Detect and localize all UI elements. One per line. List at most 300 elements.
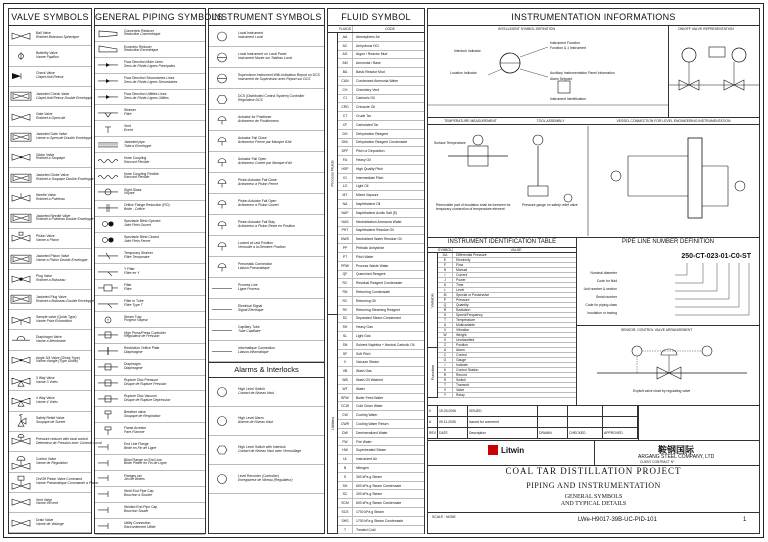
ident-code: P — [438, 298, 453, 302]
fluid-code: AC — [338, 42, 353, 50]
piping-row — [95, 217, 205, 233]
valve-symbol-icon — [9, 432, 33, 450]
label-instrument-identification: Instrument Identification — [550, 97, 586, 101]
label-instrument-function: Instrument Function — [550, 41, 580, 45]
piping-symbol-icon — [95, 265, 121, 279]
fluid-code: IO — [338, 174, 353, 182]
valve-row — [9, 452, 91, 472]
fluid-code: DPF — [338, 147, 353, 155]
piping-label — [121, 46, 158, 54]
instrument-name: Piston Actuator Fail Open — [238, 199, 277, 204]
fluid-description: Carbonic Oil — [356, 96, 375, 101]
piping-label — [121, 459, 167, 467]
piping-name-alt: Diaphragme — [124, 366, 143, 371]
valve-name: Plug Valve — [36, 274, 52, 279]
fluid-code: SH — [338, 482, 353, 490]
alarm-symbol-icon — [209, 380, 235, 404]
ident-description: Special or Possessive — [456, 293, 490, 297]
fluid-description: Demineralized Water — [356, 430, 388, 435]
piping-label — [121, 77, 177, 85]
instrument-name-alt: Liaison Pneumatique — [238, 266, 270, 270]
fluid-description: Returning Condensate — [356, 290, 390, 294]
valve-symbol-icon — [9, 209, 33, 227]
fluid-row — [338, 227, 424, 236]
piping-symbol-icon — [95, 424, 121, 438]
ident-description: Switch — [456, 378, 466, 382]
piping-name-alt: Filtre — [124, 286, 132, 291]
valve-name: 3 Way Valve — [36, 375, 55, 380]
instrument-symbols-title: INSTRUMENT SYMBOLS — [209, 9, 324, 26]
fluid-code: BA — [338, 68, 353, 76]
piping-symbol-icon — [95, 154, 121, 168]
piping-row — [95, 407, 205, 423]
instrument-name-alt: Instrument de Supervision avec Report sur DCS — [238, 77, 311, 81]
identification-table-title: INSTRUMENT IDENTIFICATION TABLE — [447, 239, 557, 245]
fluid-code: DH — [338, 130, 353, 138]
piping-name-alt: Disque de Rupture Pression — [124, 382, 167, 387]
piping-name-alt: Filtre en Y — [124, 270, 140, 275]
fluid-row — [338, 455, 424, 464]
ident-code: DA — [438, 253, 453, 257]
fluid-row — [338, 68, 424, 77]
piping-label — [121, 427, 146, 435]
ident-code: V — [438, 388, 453, 392]
valve-name: Sample valve (Quick Type) — [36, 315, 77, 319]
instrument-name-alt: Tube Capillaire — [238, 329, 261, 333]
fluid-row — [338, 156, 424, 165]
piping-name: Sight Glass — [124, 187, 142, 192]
fluid-description: Dehydration Reagent — [356, 131, 389, 136]
ident-code: R — [438, 373, 453, 377]
ident-code: X — [438, 338, 453, 342]
piping-name-alt: Raccord Flexible — [124, 175, 150, 180]
valve-name-alt: Vanne a Membrane — [36, 339, 66, 344]
ident-code: F — [438, 263, 453, 267]
fluid-code: RN — [338, 288, 353, 296]
valve-name: Globe Valve — [36, 152, 55, 157]
valve-label — [33, 52, 59, 60]
revision-cell: 15.03.2006 — [438, 406, 468, 416]
fluid-description: Ammonia / Base — [356, 61, 381, 66]
instrument-symbol-icon — [209, 342, 235, 361]
valve-row — [9, 209, 94, 229]
instrument-row — [209, 131, 324, 152]
fluid-description: Anhydrous HCl — [356, 43, 379, 48]
piping-symbol-icon — [95, 27, 121, 41]
fluid-row — [338, 86, 424, 95]
piping-label — [121, 347, 159, 355]
piping-name: Welded End Pipe Cap — [124, 505, 158, 510]
valve-label — [33, 478, 98, 486]
fluid-code: MT — [338, 191, 353, 199]
valve-symbol-icon — [9, 351, 33, 369]
instrument-row — [209, 257, 324, 278]
alarm-label — [235, 388, 274, 396]
fluid-code: SN — [338, 341, 353, 349]
client-name-cn: 鞍钢国际 — [658, 445, 695, 455]
piping-name-alt: Filtre — [124, 111, 132, 116]
revision-row — [428, 406, 638, 417]
piping-name: Concentric Reducer — [124, 28, 154, 33]
instrument-label — [235, 116, 279, 124]
piping-label — [121, 157, 149, 165]
instrument-label — [235, 284, 260, 292]
piping-row — [95, 264, 205, 280]
piping-row — [95, 153, 205, 169]
alarms-list — [209, 378, 324, 494]
instrument-symbol-icon — [209, 258, 235, 277]
ident-group-label: Variable — [430, 292, 436, 308]
doc-number: LWe-H9017-39B-UC-PID-101 — [578, 517, 657, 523]
piping-name: Diaphragm — [124, 362, 141, 367]
alarm-name-alt: Contact de Niveau Haut — [238, 391, 274, 395]
instrument-name: Piston Actuator Fail Stay — [238, 220, 275, 225]
piping-row — [95, 121, 205, 137]
instrument-name-alt: Regulateur DCS — [238, 98, 263, 102]
fluid-description: Cooling Water Return — [356, 421, 389, 426]
valve-symbol-icon — [9, 493, 33, 511]
piping-row — [95, 487, 205, 503]
piping-name: Utility Connection — [124, 521, 151, 526]
piping-name-alt: Event — [124, 127, 133, 132]
piping-row — [95, 42, 205, 58]
piping-row — [95, 296, 205, 312]
valve-row — [9, 473, 99, 493]
piping-label — [121, 61, 175, 69]
valve-name: Jacketed Check Valve — [36, 91, 70, 96]
identification-table — [428, 253, 576, 398]
revision-row — [428, 428, 638, 439]
instrument-name-alt: Signal Electrique — [238, 308, 264, 312]
piping-symbols-panel — [94, 8, 224, 534]
piping-name: Rupture Disc Pressure — [124, 378, 159, 383]
valve-row — [9, 229, 91, 249]
fluid-row — [338, 341, 424, 350]
piping-label — [121, 300, 144, 308]
piping-name: Vent — [124, 123, 131, 128]
fluid-description: Naphthalene Acidic Salt (E) — [356, 210, 398, 215]
alarm-symbol-icon — [209, 467, 235, 491]
piping-symbol-icon — [95, 138, 121, 152]
fluid-code: CH — [338, 86, 353, 94]
pipe-line-number-area — [577, 237, 759, 405]
fluid-description: Solvent Naphtha + Neutral Carbolic Oil — [356, 342, 415, 347]
fluid-code: HW — [338, 446, 353, 454]
fluid-row — [338, 112, 424, 121]
piping-row — [95, 90, 205, 106]
piping-name-alt: Bouchon Soude — [124, 509, 149, 514]
ident-description: Record — [456, 373, 467, 377]
piping-symbol-icon — [95, 360, 121, 374]
fluid-description: Pitch Water — [356, 254, 374, 259]
piping-name: High Press/Press Controller — [124, 330, 166, 335]
fluid-row — [338, 350, 424, 359]
valve-label — [33, 113, 65, 121]
ident-group-label: Function — [430, 364, 435, 381]
valve-label — [33, 316, 76, 324]
revision-cell: ISSUED — [468, 406, 538, 416]
valve-name-alt: Robinet a Opercule — [36, 115, 66, 120]
instrument-label — [235, 326, 261, 334]
fluid-code: LO — [338, 183, 353, 191]
valve-name: Ball Valve — [36, 30, 51, 35]
company-divider — [594, 441, 595, 465]
control-arrangement-title: SENSOR, CONTROL VALVE ARRANGEMENT — [621, 328, 693, 332]
fluid-row — [338, 376, 424, 385]
instrument-name-alt: Liaison Informatique — [238, 350, 269, 354]
alarms-interlocks-title: Alarms & Interlocks — [209, 362, 324, 378]
instrument-label — [235, 32, 263, 40]
fluid-row — [338, 411, 424, 420]
ident-description: Alarm — [456, 348, 465, 352]
valve-symbol-icon — [9, 27, 33, 45]
instrument-label — [235, 305, 263, 313]
piping-symbol-icon — [95, 217, 121, 231]
fluid-description: Returning Oil — [356, 298, 376, 303]
fluid-code: IA — [338, 455, 353, 463]
valve-label — [33, 417, 65, 425]
fluid-description: High Quality Pitch — [356, 166, 383, 171]
piping-name: Rupture Disc Vacuum — [124, 394, 157, 399]
label-interlock-indicator: Interlock Indicator — [454, 49, 481, 53]
fluid-code: CI — [338, 95, 353, 103]
ident-description: Flow — [456, 263, 464, 267]
fluid-code: SF — [338, 350, 353, 358]
control-arrangement-note: Explicit valve chart by regulating valve — [633, 389, 691, 393]
piping-symbol-icon — [95, 344, 121, 358]
fluid-description: Atmospheric Air — [356, 34, 380, 39]
fluid-code: CCW — [338, 402, 353, 410]
fluid-row — [338, 209, 424, 218]
piping-row — [95, 26, 205, 42]
piping-name: Blind Flange on End Line — [124, 457, 162, 462]
fluid-row — [338, 279, 424, 288]
revision-table — [428, 406, 638, 440]
instrument-name: DCS (Distributed Control System) Controller — [238, 94, 305, 99]
piping-row — [95, 439, 205, 455]
fluid-row — [338, 121, 424, 130]
fluid-row — [338, 165, 424, 174]
fluid-description: Light Gas — [356, 333, 371, 338]
piping-row — [95, 423, 205, 439]
instrumentation-info-panel — [427, 8, 760, 534]
piping-label — [121, 395, 170, 403]
fluid-description: Process Waste Water — [356, 263, 389, 268]
pipe-part-label: Insulation or tracing — [587, 311, 617, 315]
piping-name: Eccentric Reducer — [124, 44, 152, 49]
fluid-table — [328, 33, 424, 534]
pressure-gauge-note: Pressure gauge on safety relief valve — [522, 203, 578, 207]
alarm-row — [209, 378, 324, 407]
fluid-row — [338, 103, 424, 112]
instrument-symbol-icon — [209, 279, 235, 298]
instrument-symbol-icon — [209, 111, 235, 130]
fluid-description: Nitrogen — [356, 465, 369, 470]
instrument-symbol-icon — [209, 216, 235, 235]
valve-symbol-icon — [9, 229, 33, 247]
instrument-name: Local Instrument on Local Panel — [238, 52, 287, 57]
fluid-description: Carbolated Tar — [356, 122, 379, 127]
fluid-code: PHT — [338, 227, 353, 235]
instrument-symbol-icon — [209, 174, 235, 193]
instrument-row — [209, 173, 324, 194]
ident-code: C — [438, 353, 453, 357]
intelligent-symbol-area — [428, 25, 759, 118]
fluid-description: Neutralized Water Residue Oil — [356, 237, 402, 242]
valve-symbol-icon — [9, 473, 33, 491]
piping-symbol-icon — [95, 313, 121, 327]
piping-row — [95, 248, 205, 264]
alarm-row — [209, 436, 324, 465]
ident-code: W — [438, 333, 453, 337]
piping-name: Strainer — [124, 108, 136, 113]
valve-name-alt: Clapet Anti Retour Double Enveloppe — [36, 95, 93, 100]
fluid-row — [338, 262, 424, 271]
fluid-description: Quenched Reagent — [356, 272, 386, 277]
valve-row — [9, 188, 91, 208]
piping-label — [121, 141, 151, 149]
instrument-label — [235, 158, 292, 166]
fluid-code: CF — [338, 121, 353, 129]
piping-label — [121, 30, 160, 38]
piping-symbol-icon — [95, 392, 121, 406]
ident-col-symbol: SYMBOL — [437, 248, 453, 252]
piping-name-alt: Filtre Type T — [124, 302, 143, 307]
fluid-description: 600 kPa g Steam Condensate — [356, 501, 402, 506]
ident-code: E — [438, 258, 453, 262]
piping-row — [95, 137, 205, 153]
valve-name-alt: Robinet Boisseau Spherique — [36, 34, 79, 39]
fluid-description: Cooling Water — [356, 413, 378, 418]
fluid-code: CW — [338, 411, 353, 419]
doc-number-row — [428, 512, 759, 529]
pipe-part-label: Nominal diameter — [590, 271, 617, 275]
piping-symbol-icon — [95, 90, 121, 104]
fluid-code: CT — [338, 112, 353, 120]
valve-name-alt: Vanne Pneumatique Commande a Piston — [36, 481, 99, 486]
instrument-label — [235, 242, 286, 250]
piping-name: Y Filter — [124, 267, 135, 271]
revision-cell: APPROVED — [603, 428, 638, 438]
instrument-label — [235, 137, 292, 145]
instrument-name: Actuator for Positioner — [238, 115, 272, 120]
fluid-code: NA — [338, 200, 353, 208]
piping-name-alt: Regulateur de Pression — [124, 334, 160, 339]
fluid-code: NWS — [338, 235, 353, 243]
ident-code: K — [438, 283, 453, 287]
piping-symbol-icon — [95, 281, 121, 295]
ident-code: G — [438, 358, 453, 362]
piping-label — [121, 475, 145, 483]
fluid-code: SCM — [338, 499, 353, 507]
fluid-symbol-title: FLUID SYMBOL — [328, 9, 424, 26]
valve-symbols-title: VALVE SYMBOLS — [9, 9, 91, 26]
fluid-code: SCS — [338, 508, 353, 516]
valve-label — [33, 397, 58, 405]
valve-name-alt: Robinet a Boisseau Double Enveloppe — [36, 298, 95, 303]
piping-name-alt: Pare-Flamme — [124, 429, 145, 434]
fluid-row — [338, 200, 424, 209]
valve-symbol-icon — [9, 372, 33, 390]
drawing-subtitle-1: GENERAL SYMBOLS — [564, 494, 623, 500]
revision-cell: DRAWN — [538, 428, 568, 438]
ident-description: Weight — [456, 333, 467, 337]
valve-name: Safety Relief Valve — [36, 416, 65, 421]
piping-row — [95, 376, 205, 392]
fluid-description: Wash Oil Washed — [356, 377, 383, 382]
valve-row — [9, 127, 91, 147]
fluid-group-label: Utilities — [330, 417, 336, 431]
piping-row — [95, 391, 205, 407]
fluid-code: CRD — [338, 103, 353, 111]
ident-code: V — [438, 328, 453, 332]
valve-row — [9, 330, 91, 350]
instrument-row — [209, 26, 324, 47]
alarm-label — [235, 475, 292, 483]
fluid-description: Naphthalene Residue Oil — [356, 228, 394, 233]
valve-row — [9, 391, 91, 411]
instrument-row — [209, 236, 324, 257]
valve-symbol-icon — [9, 311, 33, 329]
fluid-code: V — [338, 358, 353, 366]
piping-symbol-icon — [95, 440, 121, 454]
valve-name: Angle 3/4 Valve (Globe Type) — [36, 355, 80, 360]
fluid-code: QF — [338, 271, 353, 279]
fluid-code: SHS — [338, 517, 353, 525]
ident-description: Relay — [456, 393, 465, 397]
fluid-description: Argon / Reactor Mud — [356, 52, 388, 57]
fluid-description: Treated Cold — [356, 527, 376, 532]
valve-row — [9, 148, 91, 168]
tool-assembly-title: TOOL ASSEMBLY — [536, 118, 565, 123]
fluid-description: Crude Tar — [356, 114, 371, 119]
instrument-name-alt: Ligne Process — [238, 287, 260, 291]
piping-name-alt: Joint Plein Ouvert — [124, 223, 151, 228]
fluid-row — [338, 288, 424, 297]
insulation-note: Removable part of insulation shall be foreseen for temporary connection of temperature element — [436, 203, 511, 211]
piping-name: Flow Direction Secondaries Lines — [124, 76, 175, 81]
piping-name-alt: Filtre Temporaire — [124, 254, 150, 259]
fluid-description: Vacuum Steam — [356, 360, 379, 365]
fluid-description: Creosote Oil — [356, 105, 375, 110]
valve-name-alt: Vanne de Vidange — [36, 521, 64, 526]
fluid-row — [338, 473, 424, 482]
alarm-symbol-icon — [209, 438, 235, 462]
instrument-name-alt: Actionneur a Piston Ferme — [238, 182, 279, 186]
fluid-row — [338, 59, 424, 68]
valve-symbol-icon — [9, 290, 33, 308]
piping-name-alt: Sens de Fluide Lignes Principales — [124, 64, 176, 69]
ident-description: Level — [456, 288, 465, 292]
ident-description: Unclassified — [456, 338, 475, 342]
fluid-description: Wash Gas — [356, 369, 372, 374]
instrument-symbol-icon — [209, 153, 235, 172]
fluid-description: Dehydration Reagent Condensate — [356, 140, 408, 145]
instrument-row — [209, 215, 324, 236]
piping-label — [121, 268, 139, 276]
piping-name-alt: Bride en Fin de Ligne — [124, 445, 157, 450]
piping-name: Filter — [124, 282, 132, 287]
revision-row — [428, 417, 638, 428]
piping-label — [121, 93, 169, 101]
alarm-label — [235, 417, 273, 425]
piping-name-alt: Disque de Rupture Depression — [124, 397, 171, 402]
valve-name-alt: Vanne a Opercule Double Enveloppe — [36, 136, 92, 141]
fluid-description: 300 kPa g Steam — [356, 474, 383, 479]
piping-label — [121, 522, 155, 530]
piping-label — [121, 252, 153, 260]
alarm-name: High Level Switch with Interlock — [238, 445, 286, 450]
